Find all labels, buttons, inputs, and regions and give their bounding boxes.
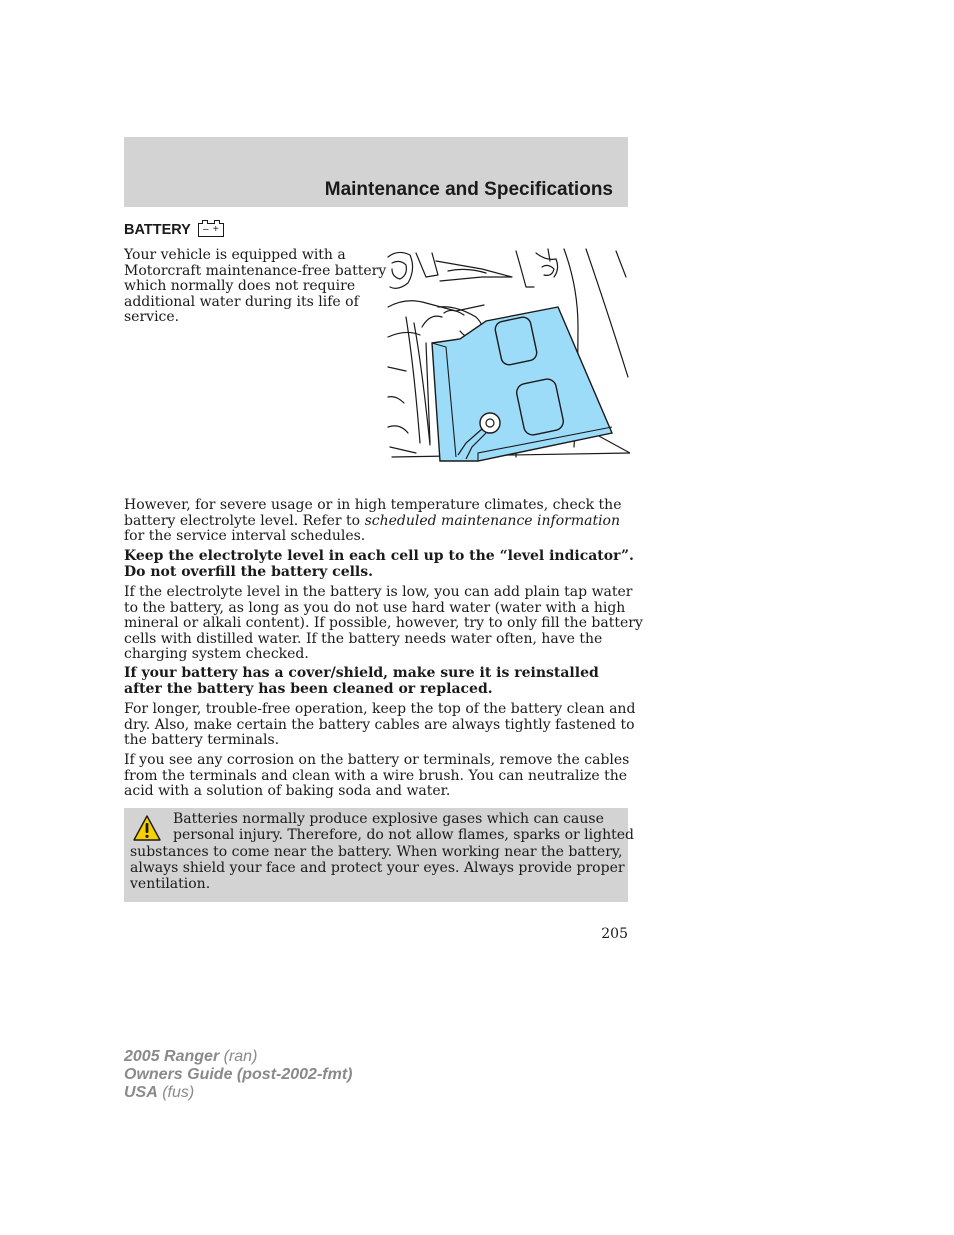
scheduled-maintenance-reference: scheduled maintenance information <box>364 512 620 529</box>
paragraph-line: acid with a solution of baking soda and water. <box>124 783 451 800</box>
paragraph-line: to the battery, as long as you do not use hard water (water with a high <box>124 599 626 616</box>
paragraph-line: If you see any corrosion on the battery or terminals, remove the cables <box>124 752 630 768</box>
severe-usage-paragraph <box>124 498 622 545</box>
bold-line: If your battery has a cover/shield, make sure it is reinstalled <box>124 665 599 681</box>
bold-line: Keep the electrolyte level in each cell up to the “level indicator”. <box>124 548 634 564</box>
battery-heading-text: BATTERY <box>124 222 191 238</box>
paragraph-line: mineral or alkali content). If possible, however, try to only fill the battery <box>124 615 643 632</box>
intro-line: which normally does not require <box>124 278 356 295</box>
warning-line-1: Batteries normally produce explosive gases which can cause <box>173 811 604 827</box>
battery-plus-symbol: + <box>212 224 219 235</box>
footer-model-code: (ran) <box>219 1048 258 1065</box>
clean-paragraph <box>124 702 635 749</box>
warning-line-4: always shield your face and protect your eyes. Always provide proper <box>130 860 625 876</box>
warning-line-5: ventilation. <box>130 876 211 892</box>
battery-minus-symbol: – <box>203 224 209 235</box>
footer-line-3 <box>124 1084 352 1102</box>
paragraph-line: from the terminals and clean with a wire brush. You can neutralize the <box>124 767 627 784</box>
warning-triangle-icon <box>132 814 162 842</box>
paragraph-line-mixed <box>124 514 622 530</box>
warning-box <box>124 808 634 902</box>
footer-region-code: (fus) <box>157 1084 195 1101</box>
corrosion-paragraph <box>124 753 629 800</box>
footer-line-2 <box>124 1066 352 1084</box>
footer-model: 2005 Ranger <box>124 1048 220 1065</box>
paragraph-line: cells with distilled water. If the battery needs water often, have the <box>124 630 603 647</box>
footer-region: USA <box>124 1084 158 1101</box>
intro-line: Your vehicle is equipped with a <box>124 247 346 263</box>
paragraph-line: However, for severe usage or in high temperature climates, check the <box>124 497 622 513</box>
electrolyte-warning-bold <box>124 549 634 580</box>
intro-line: Motorcraft maintenance-free battery <box>124 262 387 279</box>
warning-line-2: personal injury. Therefore, do not allow flames, sparks or lighted <box>173 827 634 843</box>
footer-guide: Owners Guide (post-2002-fmt) <box>124 1066 353 1083</box>
bold-line: Do not overfill the battery cells. <box>124 563 373 580</box>
section-heading <box>124 222 224 238</box>
bold-line: after the battery has been cleaned or replaced. <box>124 680 493 697</box>
warning-line-3: substances to come near the battery. When working near the battery, <box>130 844 623 860</box>
footer-line-1 <box>124 1048 352 1066</box>
paragraph-line: for the service interval schedules. <box>124 528 366 545</box>
paragraph-line: charging system checked. <box>124 646 309 663</box>
document-footer <box>124 1048 352 1102</box>
battery-illustration <box>386 247 630 465</box>
battery-icon <box>198 223 224 237</box>
section-header-bar <box>124 137 628 207</box>
water-paragraph <box>124 585 643 663</box>
intro-line: service. <box>124 309 180 326</box>
page-title: Maintenance and Specifications <box>324 179 613 200</box>
paragraph-line: If the electrolyte level in the battery is low, you can add plain tap water <box>124 584 633 600</box>
cover-shield-bold <box>124 666 599 697</box>
paragraph-text: battery electrolyte level. Refer to <box>124 512 365 529</box>
page-number: 205 <box>601 926 628 942</box>
paragraph-line: the battery terminals. <box>124 732 280 749</box>
paragraph-line: For longer, trouble-free operation, keep the top of the battery clean and <box>124 701 636 717</box>
paragraph-line: dry. Also, make certain the battery cables are always tightly fastened to <box>124 716 635 733</box>
intro-line: additional water during its life of <box>124 293 359 310</box>
intro-paragraph <box>124 248 386 326</box>
